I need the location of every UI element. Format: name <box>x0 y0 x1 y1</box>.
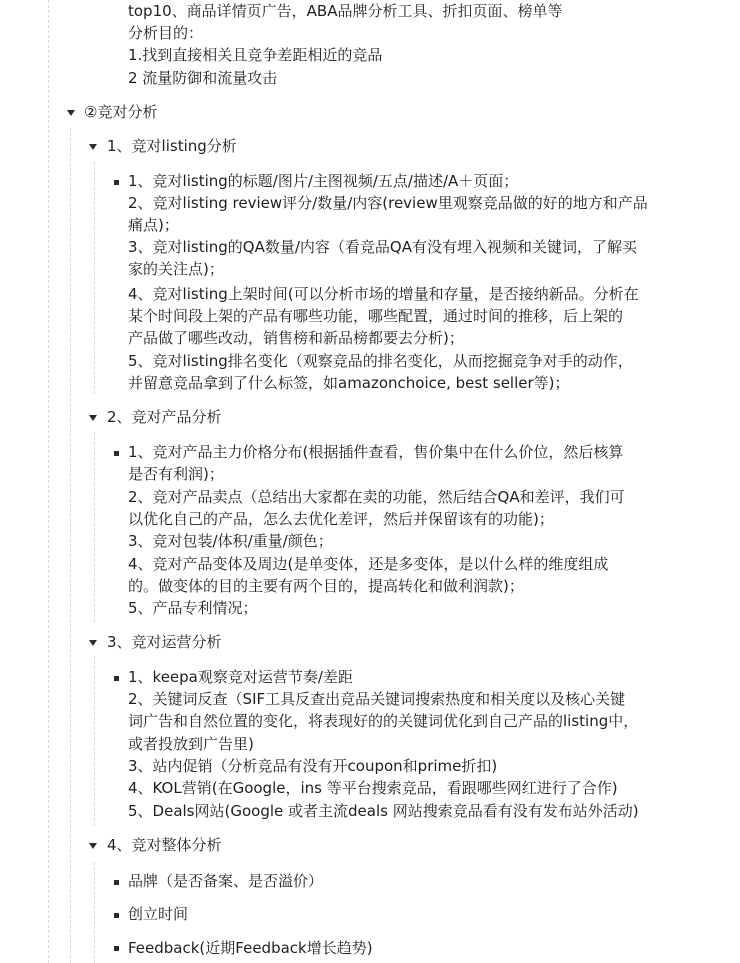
indent-guide <box>94 432 95 622</box>
bullet-icon <box>114 880 119 885</box>
list-item-line: 4、KOL营销(在Google，ins 等平台搜索竞品，看跟哪些网红进行了合作) <box>128 779 618 797</box>
collapse-caret-icon[interactable] <box>67 110 75 116</box>
indent-guide <box>94 656 95 826</box>
list-item-line: 并留意竞品拿到了什么标签，如amazonchoice, best seller等)； <box>128 374 570 392</box>
group-heading: 4、竞对整体分析 <box>107 836 222 854</box>
indent-guide <box>94 862 95 963</box>
bullet-icon <box>114 946 119 951</box>
list-item-line: 5、竞对listing排名变化（观察竞品的排名变化，从而挖掘竞争对手的动作， <box>128 352 633 370</box>
intro-line: 1.找到直接相关且竞争差距相近的竞品 <box>128 46 383 64</box>
list-item-line: 某个时间段上架的产品有哪些功能，哪些配置，通过时间的推移，后上架的 <box>128 307 624 325</box>
list-item-line: 2、竞对listing review评分/数量/内容(review里观察竞品做的好的地方和产品 <box>128 194 648 212</box>
list-item-line: 家的关注点)； <box>128 260 224 278</box>
intro-line: 2 流量防御和流量攻击 <box>128 69 278 87</box>
list-item-line: 3、站内促销（分析竞品有没有开coupon和prime折扣) <box>128 757 498 775</box>
bullet-icon <box>114 180 119 185</box>
list-item-line: 5、产品专利情况； <box>128 599 258 617</box>
list-item-line: 3、竞对listing的QA数量/内容（看竞品QA有没有埋入视频和关键词，了解买 <box>128 238 637 256</box>
list-item-line: 以优化自己的产品，怎么去优化差评，然后并保留该有的功能)； <box>128 510 554 528</box>
list-item-line: 4、竞对产品变体及周边(是单变体，还是多变体，是以什么样的维度组成 <box>128 555 609 573</box>
list-item-line: 4、竞对listing上架时间(可以分析市场的增量和存量，是否接纳新品。分析在 <box>128 285 639 303</box>
bullet-icon <box>114 451 119 456</box>
group-heading: 3、竞对运营分析 <box>107 633 222 651</box>
collapse-caret-icon[interactable] <box>89 415 97 421</box>
intro-line: top10、商品详情页广告，ABA品牌分析工具、折扣页面、榜单等 <box>128 2 563 20</box>
list-item-line: 词广告和自然位置的变化，将表现好的的关键词优化到自己产品的listing中， <box>128 712 639 730</box>
bullet-icon <box>114 913 119 918</box>
list-item: 创立时间 <box>128 905 189 923</box>
indent-guide <box>94 162 95 394</box>
list-item-line: 痛点)； <box>128 216 179 234</box>
indent-guide <box>48 0 49 963</box>
intro-line: 分析目的： <box>128 24 204 42</box>
list-item-line: 或者投放到广告里) <box>128 735 254 753</box>
list-item-line: 产品做了哪些改动，销售榜和新品榜都要去分析)； <box>128 329 464 347</box>
list-item: Feedback(近期Feedback增长趋势) <box>128 939 373 957</box>
indent-guide <box>70 128 71 963</box>
group-heading: 1、竞对listing分析 <box>107 137 237 155</box>
list-item-line: 2、关键词反查（SIF工具反查出竞品关键词搜索热度和相关度以及核心关键 <box>128 690 626 708</box>
bullet-icon <box>114 676 119 681</box>
group-heading: 2、竞对产品分析 <box>107 408 222 426</box>
collapse-caret-icon[interactable] <box>89 843 97 849</box>
list-item-line: 2、竞对产品卖点（总结出大家都在卖的功能，然后结合QA和差评，我们可 <box>128 488 625 506</box>
collapse-caret-icon[interactable] <box>89 144 97 150</box>
section-heading: ②竞对分析 <box>84 103 158 121</box>
list-item-line: 5、Deals网站(Google 或者主流deals 网站搜索竞品看有没有发布站外活动) <box>128 802 639 820</box>
list-item: 品牌（是否备案、是否溢价） <box>128 872 324 890</box>
list-item-line: 1、竞对产品主力价格分布(根据插件查看，售价集中在什么价位，然后核算 <box>128 443 624 461</box>
collapse-caret-icon[interactable] <box>89 640 97 646</box>
list-item-line: 的。做变体的目的主要有两个目的，提高转化和做利润款)； <box>128 577 524 595</box>
list-item-line: 是否有利润)； <box>128 465 224 483</box>
list-item-line: 1、竞对listing的标题/图片/主图视频/五点/描述/A＋页面； <box>128 172 519 190</box>
list-item-line: 1、keepa观察竞对运营节奏/差距 <box>128 668 353 686</box>
list-item-line: 3、竞对包装/体积/重量/颜色； <box>128 532 333 550</box>
